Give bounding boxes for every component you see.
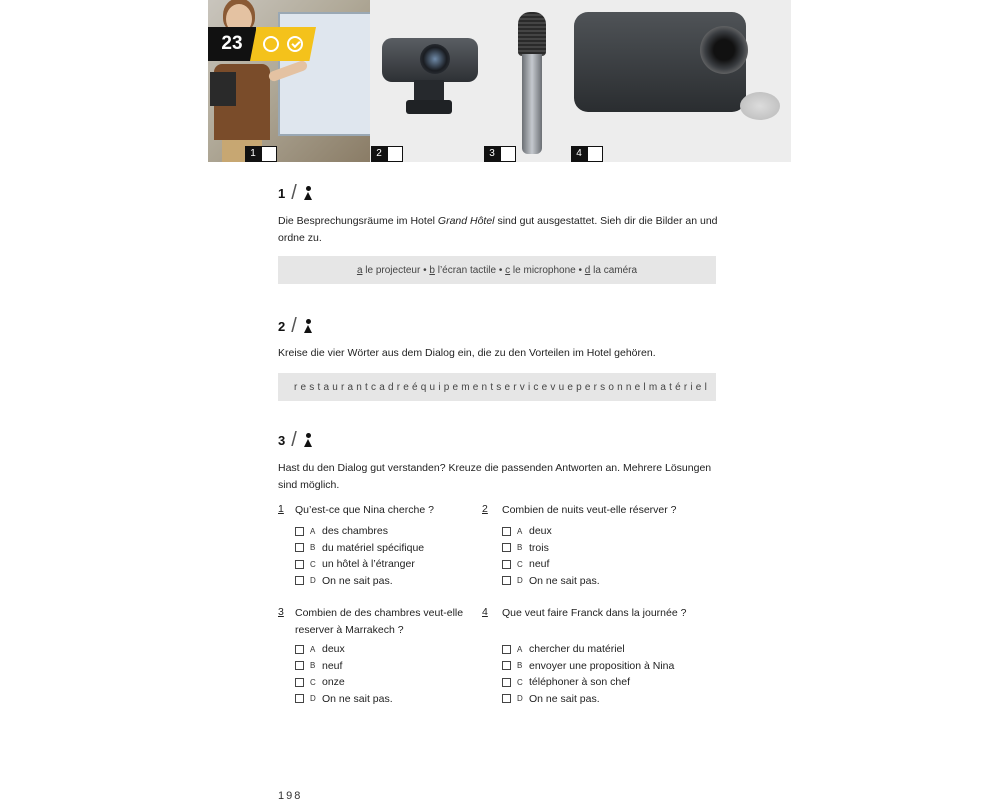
slash-divider: / (291, 429, 297, 451)
checkbox[interactable] (502, 661, 511, 670)
question-number: 2 (482, 503, 488, 515)
checkbox[interactable] (295, 661, 304, 670)
photo-banner (208, 0, 791, 162)
question-1-options (295, 523, 424, 589)
unit-number: 23 (208, 27, 256, 61)
photo-number: 4 (571, 146, 587, 162)
question-text: Qu’est-ce que Nina cherche ? (295, 504, 434, 516)
single-person-icon (303, 319, 314, 334)
unit-badge (208, 27, 316, 61)
word-separator: • (496, 264, 506, 276)
exercise-number: 1 (278, 186, 286, 201)
question-2-options (502, 523, 600, 589)
checkbox[interactable] (295, 543, 304, 552)
answer-option[interactable]: B trois (502, 540, 600, 557)
question-3-options (295, 641, 393, 707)
single-person-icon (303, 433, 314, 448)
exercise-1-instruction: Die Besprechungsräume im Hotel Grand Hôtel sind gut ausgestattet. Sieh dir die Bilder an und ordne zu. (278, 215, 718, 244)
exercise-2-header (278, 315, 314, 337)
answer-option[interactable]: B neuf (295, 658, 393, 675)
target-check-icon (287, 36, 303, 52)
answer-option[interactable]: D On ne sait pas. (502, 573, 600, 590)
exercise-number: 3 (278, 433, 286, 448)
word-separator: • (575, 264, 585, 276)
hotel-name: Grand Hôtel (437, 215, 495, 227)
answer-option[interactable]: A chercher du matériel (502, 641, 674, 658)
answer-option[interactable]: C neuf (502, 556, 600, 573)
answer-option[interactable]: C téléphoner à son chef (502, 674, 674, 691)
webcam-photo (370, 0, 494, 162)
photo-number-box-4 (571, 146, 603, 162)
photo-number-box-2 (371, 146, 403, 162)
checkbox[interactable] (295, 576, 304, 585)
answer-option[interactable]: C un hôtel à l’étranger (295, 556, 424, 573)
checkbox[interactable] (295, 645, 304, 654)
exercise-3-header (278, 429, 314, 451)
checkbox[interactable] (295, 527, 304, 536)
answer-option[interactable]: A deux (295, 641, 393, 658)
checkbox[interactable] (502, 576, 511, 585)
slash-divider: / (291, 182, 297, 204)
page-number: 198 (278, 790, 303, 802)
question-text: Que veut faire Franck dans la journée ? (502, 607, 687, 619)
word-bank (278, 256, 716, 284)
question-text: Combien de des chambres veut-elle reserver à Marrakech ? (295, 607, 464, 636)
letter-string[interactable]: restaurantcadreéquipementservicevuepersonnelmatériel (278, 373, 716, 401)
answer-box[interactable] (261, 146, 277, 162)
checkbox[interactable] (295, 694, 304, 703)
checkbox[interactable] (502, 694, 511, 703)
brain-gear-icon (263, 36, 279, 52)
checkbox[interactable] (502, 645, 511, 654)
exercise-3-instruction: Hast du den Dialog gut verstanden? Kreuze die passenden Antworten an. Mehrere Lösungen sind möglich. (278, 462, 712, 491)
exercise-2-instruction: Kreise die vier Wörter aus dem Dialog ein, die zu den Vorteilen im Hotel gehören. (278, 347, 656, 359)
checkbox[interactable] (502, 543, 511, 552)
question-number: 4 (482, 606, 488, 618)
checkbox[interactable] (502, 527, 511, 536)
answer-box[interactable] (387, 146, 403, 162)
checkbox[interactable] (502, 560, 511, 569)
answer-option[interactable]: B du matériel spécifique (295, 540, 424, 557)
word-item: a le projecteur (356, 264, 421, 276)
answer-option[interactable]: A des chambres (295, 523, 424, 540)
answer-option[interactable]: C onze (295, 674, 393, 691)
answer-option[interactable]: B envoyer une proposition à Nina (502, 658, 674, 675)
projector-photo (570, 0, 791, 162)
answer-option[interactable]: A deux (502, 523, 600, 540)
answer-option[interactable]: D On ne sait pas. (295, 691, 393, 708)
question-text: Combien de nuits veut-elle réserver ? (502, 504, 677, 516)
exercise-number: 2 (278, 319, 286, 334)
photo-number: 3 (484, 146, 500, 162)
answer-box[interactable] (587, 146, 603, 162)
checkbox[interactable] (295, 678, 304, 687)
presenter-photo (208, 0, 370, 162)
word-separator: • (420, 264, 430, 276)
microphone-photo (494, 0, 570, 162)
single-person-icon (303, 186, 314, 201)
word-item: d la caméra (584, 264, 638, 276)
photo-number: 2 (371, 146, 387, 162)
photo-number-box-3 (484, 146, 516, 162)
unit-icons (250, 27, 316, 61)
slash-divider: / (291, 315, 297, 337)
question-number: 1 (278, 503, 284, 515)
question-4-options (502, 641, 674, 707)
checkbox[interactable] (502, 678, 511, 687)
photo-number: 1 (245, 146, 261, 162)
answer-option[interactable]: D On ne sait pas. (295, 573, 424, 590)
question-number: 3 (278, 606, 284, 618)
word-item: c le microphone (505, 264, 576, 276)
word-item: b l’écran tactile (429, 264, 497, 276)
checkbox[interactable] (295, 560, 304, 569)
exercise-1-header (278, 182, 314, 204)
answer-box[interactable] (500, 146, 516, 162)
photo-number-box-1 (245, 146, 277, 162)
answer-option[interactable]: D On ne sait pas. (502, 691, 674, 708)
